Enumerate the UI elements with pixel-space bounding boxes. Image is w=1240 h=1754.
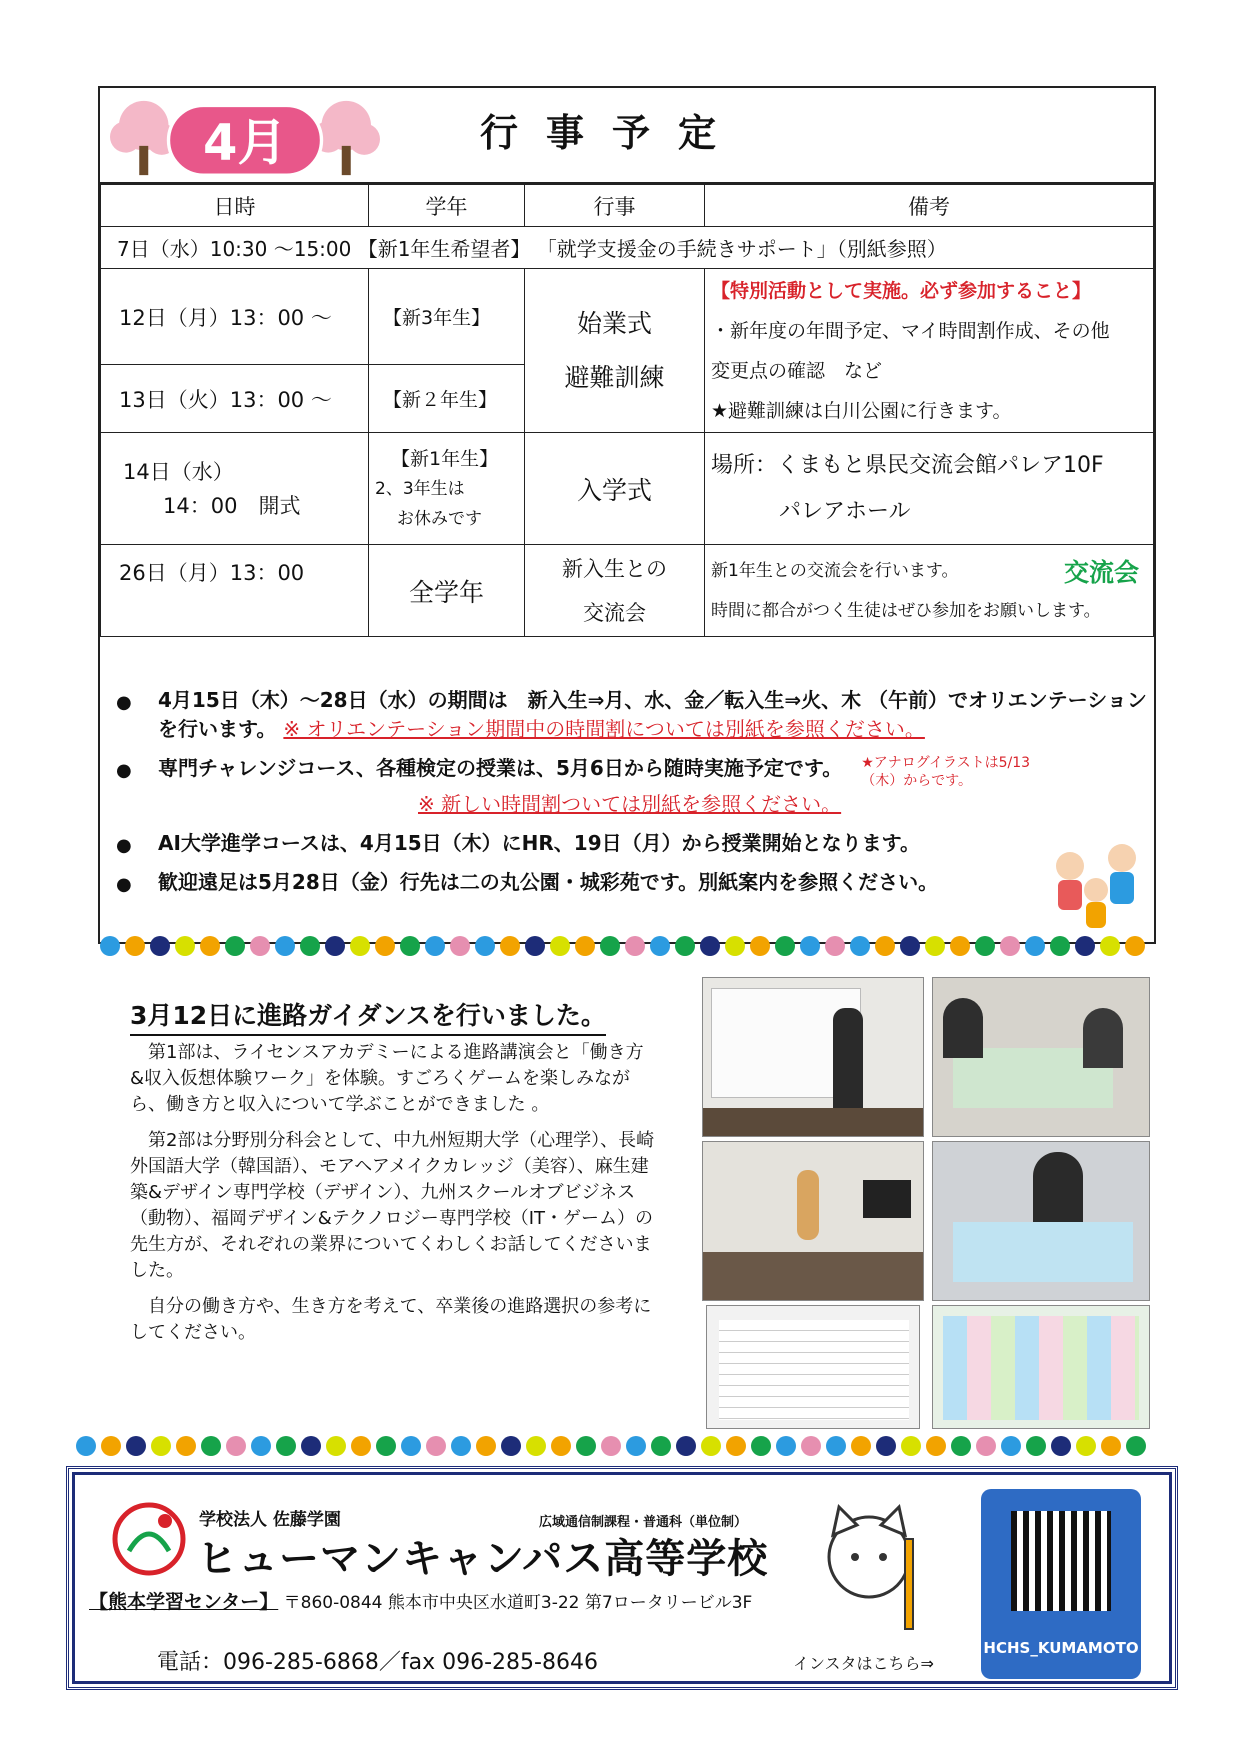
- row2-note: [705, 433, 1154, 545]
- row2-grade-3: お休みです: [397, 508, 482, 529]
- row1-note-1: ・新年度の年間予定、マイ時間割作成、その他: [711, 319, 1110, 342]
- divider-dot: [251, 1436, 271, 1456]
- row1-note-3: ★避難訓練は白川公園に行きます。: [711, 399, 1012, 422]
- row3-note: [705, 545, 1154, 637]
- row2-date: [101, 433, 369, 545]
- notice-list: [110, 686, 1150, 907]
- divider-dot: [576, 1436, 596, 1456]
- school-course: 広域通信制課程・普通科（単位制）: [539, 1515, 748, 1530]
- divider-dot: [125, 936, 145, 956]
- notice-4-text: 歓迎遠足は5月28日（金）行先は二の丸公園・城彩苑です。別紙案内を参照ください。: [158, 870, 939, 894]
- divider-dot: [1126, 1436, 1146, 1456]
- divider-dot: [200, 936, 220, 956]
- row1-note-red: 【特別活動として実施。必ず参加すること】: [711, 279, 1092, 302]
- photo-game-board: [932, 1305, 1150, 1429]
- divider-dot: [126, 1436, 146, 1456]
- dot-divider-top: [100, 936, 1145, 956]
- divider-dot: [851, 1436, 871, 1456]
- divider-dot: [1075, 936, 1095, 956]
- divider-dot: [801, 1436, 821, 1456]
- photo-classroom: [702, 1141, 924, 1301]
- divider-dot: [951, 1436, 971, 1456]
- photo-board-game-2: [932, 1141, 1150, 1301]
- divider-dot: [750, 936, 770, 956]
- divider-dot: [250, 936, 270, 956]
- schedule-table: [100, 184, 1154, 637]
- divider-dot: [225, 936, 245, 956]
- row1-date-b: 13日（火）13：00 ～: [101, 365, 369, 433]
- divider-dot: [901, 1436, 921, 1456]
- row2-note-2: パレアホール: [779, 498, 911, 524]
- divider-dot: [1001, 1436, 1021, 1456]
- divider-dot: [926, 1436, 946, 1456]
- divider-dot: [1125, 936, 1145, 956]
- notice-1-text: 4月15日（木）～28日（水）の期間は 新入生⇒月、水、金／転入生⇒火、木 （午前）でオリエンテーションを行います。: [158, 688, 1147, 741]
- divider-dot: [350, 936, 370, 956]
- row1-grade-b: 【新２年生】: [369, 365, 525, 433]
- divider-dot: [575, 936, 595, 956]
- divider-dot: [1101, 1436, 1121, 1456]
- row3-date: 26日（月）13：00: [101, 545, 369, 637]
- divider-dot: [976, 1436, 996, 1456]
- divider-dot: [625, 936, 645, 956]
- school-phone: 電話：096-285-6868／fax 096-285-8646: [157, 1650, 598, 1675]
- school-name: ヒューマンキャンパス高等学校: [197, 1536, 769, 1582]
- divider-dot: [1026, 1436, 1046, 1456]
- article-paragraph-1: 第1部は、ライセンスアカデミーによる進路講演会と「働き方&収入仮想体験ワーク」を体験。すごろくゲームを楽しみながら、働き方と収入について学ぶことができました 。: [130, 1042, 644, 1115]
- divider-dot: [476, 1436, 496, 1456]
- divider-dot: [925, 936, 945, 956]
- divider-dot: [726, 1436, 746, 1456]
- article-title: 3月12日に進路ガイダンスを行いました。: [130, 996, 606, 1036]
- bullet-icon: ●: [116, 835, 132, 856]
- divider-dot: [101, 1436, 121, 1456]
- month-badge: [110, 96, 380, 180]
- divider-dot: [1076, 1436, 1096, 1456]
- divider-dot: [301, 1436, 321, 1456]
- divider-dot: [826, 1436, 846, 1456]
- divider-dot: [175, 936, 195, 956]
- bullet-icon: ●: [116, 760, 132, 781]
- divider-dot: [725, 936, 745, 956]
- event-opening: 始業式: [576, 308, 652, 338]
- divider-dot: [475, 936, 495, 956]
- month-label: 4月: [203, 113, 287, 172]
- photo-lecture: [702, 977, 924, 1137]
- exchange-badge: 交流会: [1063, 558, 1139, 587]
- divider-dot: [526, 1436, 546, 1456]
- divider-dot: [600, 936, 620, 956]
- row1-note-2: 変更点の確認 など: [711, 359, 883, 382]
- notice-2-red: ※ 新しい時間割ついては別紙を参照ください。: [418, 792, 842, 816]
- row3-grade: 全学年: [369, 545, 525, 637]
- divider-dot: [676, 1436, 696, 1456]
- row2-date-2: 14：00 開式: [163, 493, 301, 518]
- divider-dot: [626, 1436, 646, 1456]
- schedule-frame: [98, 86, 1156, 944]
- photo-board-game-1: [932, 977, 1150, 1137]
- row3-note-1: 新1年生との交流会を行います。: [711, 560, 959, 581]
- divider-dot: [326, 1436, 346, 1456]
- divider-dot: [150, 936, 170, 956]
- divider-dot: [275, 936, 295, 956]
- divider-dot: [276, 1436, 296, 1456]
- row3-event-1: 新入生との: [562, 556, 667, 581]
- event-drill: 避難訓練: [564, 362, 665, 392]
- divider-dot: [1000, 936, 1020, 956]
- divider-dot: [751, 1436, 771, 1456]
- divider-dot: [875, 936, 895, 956]
- divider-dot: [376, 1436, 396, 1456]
- divider-dot: [650, 936, 670, 956]
- notice-2-note: ★アナログイラストは5/13（木）からです。: [861, 755, 1031, 789]
- divider-dot: [100, 936, 120, 956]
- divider-dot: [701, 1436, 721, 1456]
- divider-dot: [300, 936, 320, 956]
- divider-dot: [900, 936, 920, 956]
- bullet-icon: ●: [116, 874, 132, 895]
- row3-event: [525, 545, 705, 637]
- page-title: 行事予定: [480, 111, 745, 155]
- school-address-line: [89, 1587, 752, 1614]
- schedule-header: [100, 88, 1154, 184]
- instagram-link-text[interactable]: インスタはこちら⇒: [793, 1654, 934, 1673]
- school-logo-icon: [109, 1499, 189, 1579]
- notice-1-red: ※ オリエンテーション期間中の時間割については別紙を参照ください。: [283, 717, 925, 741]
- divider-dot: [1025, 936, 1045, 956]
- divider-dot: [451, 1436, 471, 1456]
- divider-dot: [76, 1436, 96, 1456]
- row3-event-2: 交流会: [583, 600, 646, 625]
- kids-illustration-icon: [1040, 838, 1148, 934]
- learning-center: 【熊本学習センター】: [89, 1591, 279, 1613]
- divider-dot: [400, 936, 420, 956]
- row1-date-a: 12日（月）13：00 ～: [101, 269, 369, 365]
- divider-dot: [375, 936, 395, 956]
- school-footer: [66, 1466, 1178, 1690]
- divider-dot: [550, 936, 570, 956]
- col-header-event: 行事: [525, 185, 705, 227]
- qr-code-icon: [1011, 1511, 1111, 1611]
- divider-dot: [800, 936, 820, 956]
- row1-event: [525, 269, 705, 433]
- dot-divider-bottom: [76, 1436, 1146, 1456]
- instagram-qr[interactable]: [981, 1489, 1141, 1679]
- divider-dot: [601, 1436, 621, 1456]
- cat-mascot-icon: [809, 1499, 929, 1639]
- col-header-grade: 学年: [369, 185, 525, 227]
- divider-dot: [176, 1436, 196, 1456]
- divider-dot: [450, 936, 470, 956]
- guidance-article: [130, 996, 655, 1356]
- divider-dot: [776, 1436, 796, 1456]
- divider-dot: [1050, 936, 1070, 956]
- row3-note-2: 時間に都合がつく生徒はぜひ参加をお願いします。: [711, 600, 1101, 621]
- divider-dot: [426, 1436, 446, 1456]
- article-paragraph-2: 第2部は分野別分科会として、中九州短期大学（心理学）、長崎外国語大学（韓国語）、モアヘアメイクカレッジ（美容）、麻生建築&デザイン専門学校（デザイン）、九州スクールオブビジネス（動物）、福岡デザイン&テクノロジー専門学校（IT・ゲーム）の先生方が、それぞれの業界についてくわしくお話してくださいました。: [130, 1130, 655, 1281]
- qr-account-label: HCHS_KUMAMOTO: [983, 1639, 1139, 1657]
- row2-event: 入学式: [525, 433, 705, 545]
- divider-dot: [501, 1436, 521, 1456]
- notice-item: [110, 754, 1150, 819]
- divider-dot: [825, 936, 845, 956]
- notice-2-text: 専門チャレンジコース、各種検定の授業は、5月6日から随時実施予定です。: [158, 756, 843, 780]
- divider-dot: [876, 1436, 896, 1456]
- col-header-date: 日時: [101, 185, 369, 227]
- notice-item: [110, 686, 1150, 744]
- notice-item: [110, 868, 1150, 897]
- divider-dot: [226, 1436, 246, 1456]
- notice-3-text: AI大学進学コースは、4月15日（木）にHR、19日（月）から授業開始となります。: [158, 831, 921, 855]
- divider-dot: [425, 936, 445, 956]
- photo-worksheet: [706, 1305, 920, 1429]
- row2-note-1: 場所：くまもと県民交流会館パレア10F: [711, 452, 1104, 478]
- divider-dot: [500, 936, 520, 956]
- row1-grade-a: 【新3年生】: [369, 269, 525, 365]
- col-header-note: 備考: [705, 185, 1154, 227]
- school-address: 〒860-0844 熊本市中央区水道町3-22 第7ロータリービル3F: [283, 1593, 753, 1613]
- school-corp: 学校法人 佐藤学園: [199, 1510, 341, 1530]
- divider-dot: [975, 936, 995, 956]
- row2-grade-2: 2、3年生は: [375, 478, 465, 499]
- divider-dot: [850, 936, 870, 956]
- divider-dot: [325, 936, 345, 956]
- divider-dot: [651, 1436, 671, 1456]
- row2-grade: [369, 433, 525, 545]
- divider-dot: [1051, 1436, 1071, 1456]
- bullet-icon: ●: [116, 692, 132, 713]
- row2-date-1: 14日（水）: [123, 459, 234, 484]
- divider-dot: [151, 1436, 171, 1456]
- divider-dot: [351, 1436, 371, 1456]
- notice-item: [110, 829, 1150, 858]
- divider-dot: [775, 936, 795, 956]
- divider-dot: [401, 1436, 421, 1456]
- divider-dot: [950, 936, 970, 956]
- row1-note: [705, 269, 1154, 433]
- article-paragraph-3: 自分の働き方や、生き方を考えて、卒業後の進路選択の参考にしてください。: [130, 1296, 652, 1343]
- divider-dot: [525, 936, 545, 956]
- row2-grade-1: 【新1年生】: [391, 447, 499, 470]
- divider-dot: [201, 1436, 221, 1456]
- table-row-support: 7日（水）10:30 ～15:00 【新1年生希望者】 「就学支援金の手続きサポート」（別紙参照）: [101, 227, 1154, 269]
- divider-dot: [675, 936, 695, 956]
- divider-dot: [551, 1436, 571, 1456]
- divider-dot: [700, 936, 720, 956]
- divider-dot: [1100, 936, 1120, 956]
